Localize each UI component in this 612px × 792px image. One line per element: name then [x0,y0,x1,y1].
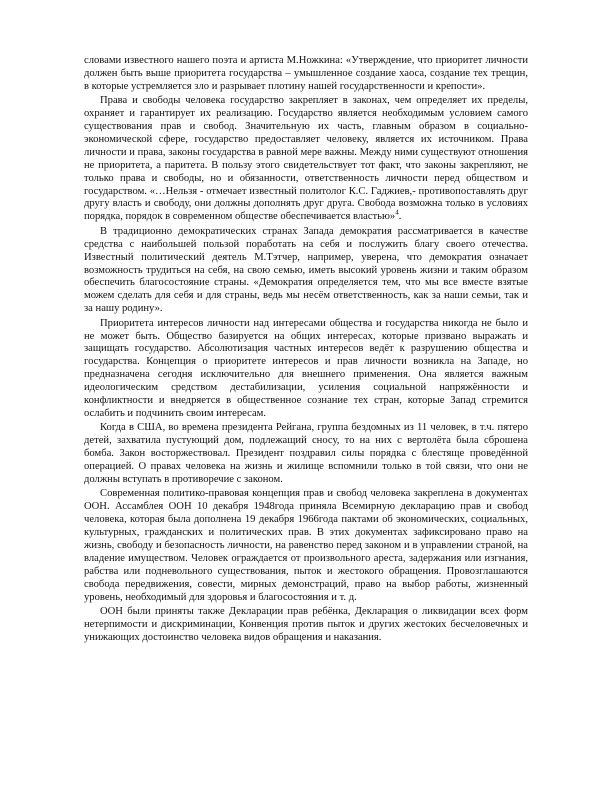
paragraph-4 [84,318,528,421]
paragraph-2-text: Права и свободы человека государство закрепляет в законах, чем определяет их пределы, охраняет и гарантирует их реализацию. Государство является необходимым условием самого существования прав и свобод. Значительную их часть, главным образом в социально-экономической сфере, государство предоставляет человеку, является их источником. Права личности и права, законы государства в равной мере важны. Между ними существуют отношения не приоритета, а паритета. В пользу этого свидетельствует тот факт, что законы закрепляют, не только права и свободы, но и обязанности, ответственность личности перед обществом и государством. «…Нельзя - отмечает известный политолог К.С. Гаджиев,- противопоставлять друг другу власть и свободу, они должны дополнять друг друга. Свобода возможна только в условиях порядка, порядок в современном обществе обеспечивается властью» [84,95,528,223]
footnote-marker[interactable]: 4 [395,208,399,217]
paragraph-6 [84,488,528,604]
paragraph-7 [84,606,528,645]
paragraph-3 [84,226,528,316]
paragraph-2-tail: . [398,211,402,223]
paragraph-5 [84,422,528,487]
paragraph-7-text: ООН были приняты также Декларации прав ребёнка, Декларация о ликвидации всех форм нетерпимости и дискриминации, Конвенция против пыток и других жестоких бесчеловечных и унижающих достоинство человека видов обращения и наказания. [84,606,528,643]
paragraph-6-text: Современная политико-правовая концепция прав и свобод человека закреплена в документах ООН. Ассамблея ООН 10 декабря 1948года приняла Всемирную декларацию прав и свобод человека, которая была дополнена 19 декабря 1966года пактами об экономических, социальных, культурных, гражданских и политических прав. В этих документах зафиксировано право на жизнь, свободу и безопасность личности, на равенство перед законом и в управлении страной, на владение имуществом. Человек ограждается от произвольного ареста, задержания или изгнания, рабства или подневольного существования, пыток и жестокого обращения. Провозглашаются свобода передвижения, совести, мирных демонстраций, право на выбор работы, жизненный уровень, необходимый для здоровья и благосостояния и т. д. [84,488,528,603]
paragraph-4-text: Приоритета интересов личности над интересами общества и государства никогда не было и не может быть. Общество базируется на общих интересах, которые призвано выражать и защищать государство. Абсолютизация частных интересов ведёт к разрушению общества и государства. Концепция о приоритете интересов и прав личности возникла на Западе, но предназначена сегодня исключительно для внешнего применения. Она является важным идеологическим средством дестабилизации, усиления социальной напряжённости и конфликтности и внедряется в общественное сознание тех стран, которые Запад стремится ослабить и подчинить своим интересам. [84,317,528,419]
paragraph-1-text: словами известного нашего поэта и артиста М.Ножкина: «Утверждение, что приоритет личности должен быть выше приоритета государства – умышленное создание хаоса, создание тех трещин, в которые устремляется зло и разрывает плотину нашей государственности и крепости». [84,55,528,92]
paragraph-5-text: Когда в США, во времена президента Рейгана, группа бездомных из 11 человек, в т.ч. пятеро детей, захватила пустующий дом, подлежащий сносу, то на них с вертолёта была сброшена бомба. Закон восторжествовал. Президент поздравил силы порядка с блестяще проведённой операцией. О правах человека на жизнь и жилище вспомнили только в той связи, что они не должны вступать в противоречие с законом. [84,422,528,485]
paragraph-2 [84,95,528,224]
document-page [84,55,528,646]
paragraph-3-text: В традиционно демократических странах Запада демократия рассматривается в качестве средства с наибольшей пользой поработать на себя и послужить благу своего отечества. Известный политический деятель М.Тэтчер, например, уверена, что демократия означает возможность трудиться на себя, на свою семью, иметь высокий уровень жизни и таким образом обеспечить благосостояние страны. «Демократия определяется тем, что мы все вместе взятые можем сделать для себя и для страны, ведь мы несём ответственность, как за наши семьи, так и за нашу родину». [84,225,528,315]
paragraph-1 [84,55,528,94]
